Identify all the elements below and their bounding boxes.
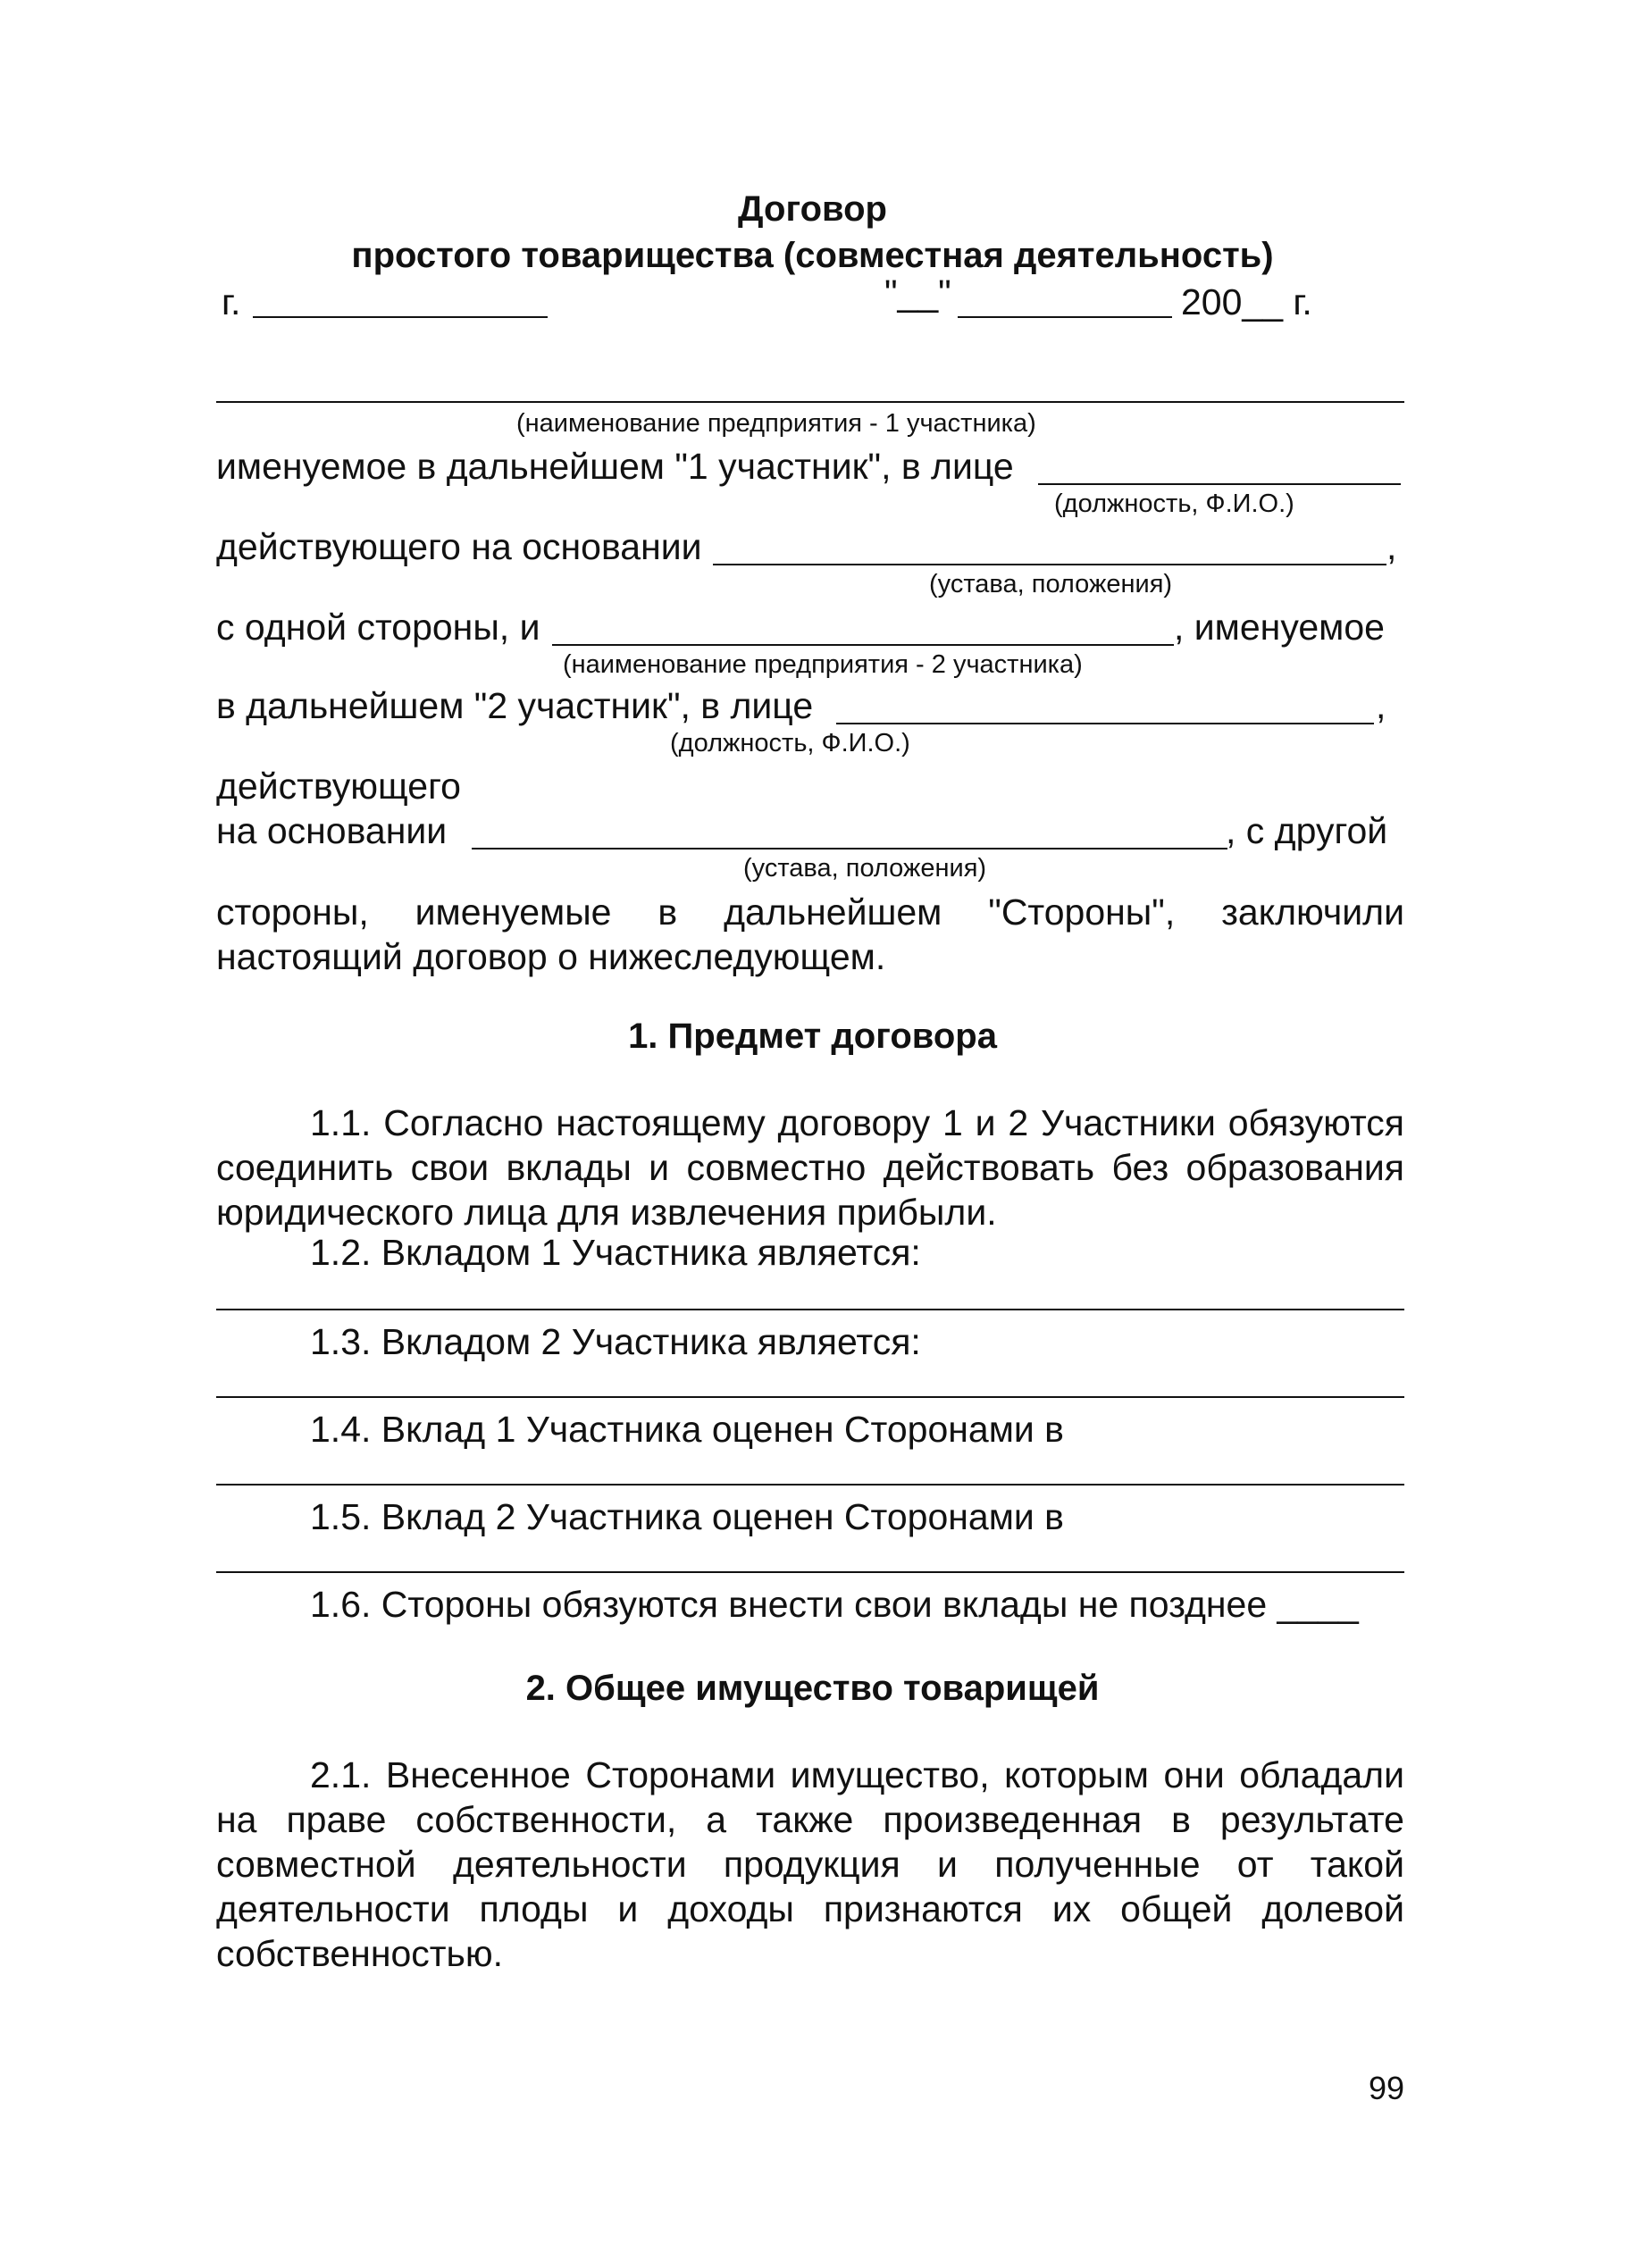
line-one-side: с одной стороны, и [216,607,540,648]
month-blank-line [958,316,1172,318]
conclusion-paragraph: стороны, именуемые в дальнейшем "Стороны", заключили настоящий договор о нижеследующем. [216,891,1404,977]
clause-2-1: 2.1. Внесенное Сторонами имущество, которым они обладали на праве собственности, а также произведенная в результате совместной деятельности продукция и полученные от такой деятельности плоды и доходы признаются их общей долевой собственностью. [216,1754,1404,1974]
comma-1: , [1386,526,1397,567]
clause-1-6: 1.6. Стороны обязуются внести свои вклады не позднее ____ [310,1584,1359,1625]
line-other-side: , с другой [1226,810,1388,851]
caption-party1-name: (наименование предприятия - 1 участника) [516,409,1036,438]
clause-1-1: 1.1. Согласно настоящему договору 1 и 2 Участники обязуются соединить свои вклады и совместно действовать без образования юридического лица для извлечения прибыли. [216,1102,1404,1233]
clause-1-3: 1.3. Вкладом 2 Участника является: [310,1321,921,1362]
clause-1-4: 1.4. Вклад 1 Участника оценен Сторонами в [310,1409,1064,1450]
charter1-line [713,564,1386,565]
contract-title: Договор [738,189,887,229]
caption-charter1: (устава, положения) [929,570,1173,598]
charter2-line [472,848,1227,849]
page-number: 99 [1369,2070,1405,2106]
line-named2: в дальнейшем "2 участник", в лице [216,685,814,726]
caption-position1: (должность, Ф.И.О.) [1054,490,1294,518]
clause-1-5-line [216,1571,1404,1573]
party2-name-line [552,644,1174,646]
line-named-word: , именуемое [1174,607,1385,648]
caption-charter2: (устава, положения) [743,854,987,883]
section1-heading: 1. Предмет договора [628,1017,997,1056]
city-blank-line [253,316,548,318]
clause-1-3-line [216,1396,1404,1398]
party1-name-line [216,401,1404,403]
clause-1-4-line [216,1484,1404,1485]
contract-subtitle: простого товарищества (совместная деятельность) [351,236,1274,275]
clause-1-2: 1.2. Вкладом 1 Участника является: [310,1232,921,1273]
section2-heading: 2. Общее имущество товарищей [525,1669,1100,1708]
line-acting2-word: действующего [216,766,461,807]
position2-line [836,723,1374,724]
position1-line [1038,483,1401,485]
caption-party2-name: (наименование предприятия - 2 участника) [563,650,1083,679]
clause-1-2-line [216,1309,1404,1310]
date-quote: "__" [884,272,951,314]
caption-position2: (должность, Ф.И.О.) [670,729,910,757]
date-year: 200__ г. [1181,281,1312,322]
clause-1-5: 1.5. Вклад 2 Участника оценен Сторонами в [310,1496,1064,1537]
line-acting1: действующего на основании [216,526,702,567]
line-named1: именуемое в дальнейшем "1 участник", в лице [216,446,1014,487]
line-acting2-basis: на основании [216,810,448,851]
city-prefix: г. [222,281,241,322]
comma-2: , [1376,685,1386,726]
